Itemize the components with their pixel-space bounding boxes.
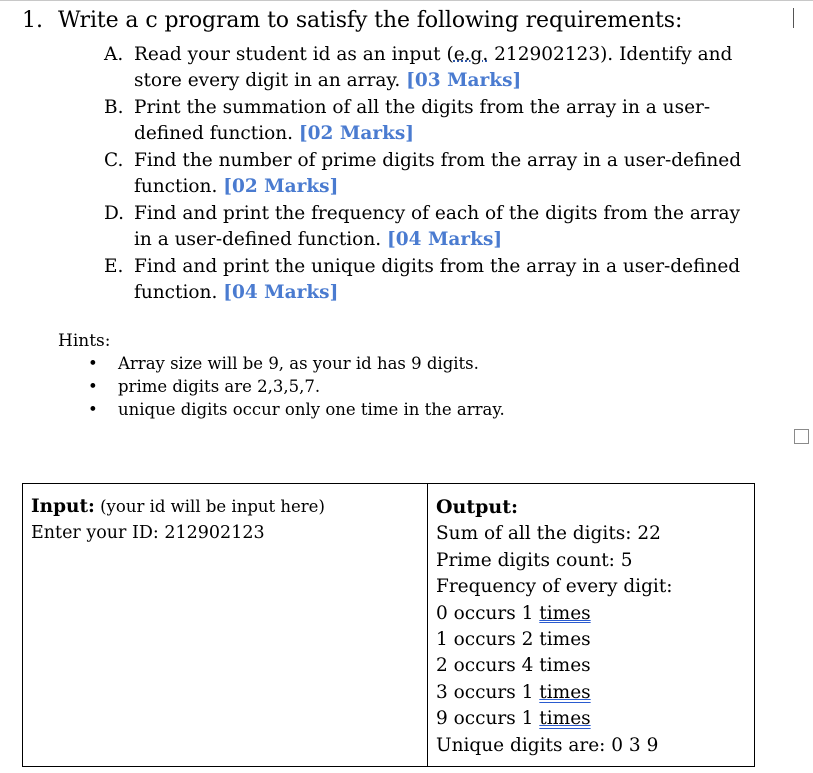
requirement-text: Find and print the unique digits from the array in a user-defined [134,256,741,277]
bullet-icon: • [88,354,98,373]
requirement-letter: E. [104,256,124,277]
unique-line: Unique digits are: 0 3 9 [436,734,659,756]
spelling-flag: times [539,681,591,703]
marks-label: [03 Marks] [406,70,522,91]
hint-text: prime digits are 2,3,5,7. [118,377,321,396]
requirement-letter: A. [104,44,124,65]
bullet-icon: • [88,377,98,396]
output-cell[interactable] [436,494,673,759]
prime-line: Prime digits count: 5 [436,549,633,571]
input-cell[interactable] [31,494,325,546]
requirement-text: function. [134,282,224,303]
marks-label: [04 Marks] [387,229,503,250]
requirement-text: Print the summation of all the digits from the array in a user- [134,97,711,118]
spelling-flag: times [539,708,591,730]
frequency-line: 1 occurs 2 times [436,629,591,651]
requirement-b[interactable] [104,95,794,147]
input-label: Input: [31,496,95,517]
requirement-text: Find the number of prime digits from the array in a user-defined [134,150,742,171]
requirement-text: Find and print the frequency of each of the digits from the array [134,203,741,224]
requirement-text: 212902123). Identify and [488,44,733,65]
hints-title: Hints: [58,331,111,351]
bullet-icon: • [88,400,98,419]
requirement-e[interactable] [104,254,794,306]
page-top-edge [0,0,813,1]
output-label: Output: [436,496,519,518]
input-note: (your id will be input here) [94,497,325,516]
requirement-d[interactable] [104,201,794,253]
frequency-line: 9 occurs 1 [436,708,540,730]
marks-label: [02 Marks] [298,123,415,144]
table-divider [427,484,428,766]
hint-text: Array size will be 9, as your id has 9 digits. [118,354,479,373]
requirement-c[interactable] [104,148,794,200]
frequency-line: 2 occurs 4 times [436,655,591,677]
input-prompt: Enter your ID: 212902123 [31,523,265,543]
frequency-line: 0 occurs 1 [436,602,540,624]
question-title[interactable]: Write a c program to satisfy the following requirements: [58,8,683,33]
sum-line: Sum of all the digits: 22 [436,523,661,545]
question-number: 1. [22,8,43,33]
requirement-letter: C. [104,150,124,171]
io-table [22,483,755,767]
checkbox-icon[interactable] [794,429,809,444]
requirement-text: in a user-defined function. [134,229,387,250]
spelling-flag: times [539,602,591,624]
requirement-text: store every digit in an array. [134,70,407,91]
frequency-title: Frequency of every digit: [436,576,673,598]
hint-text: unique digits occur only one time in the array. [118,400,505,419]
requirement-a[interactable] [104,42,794,94]
requirement-text: function. [134,176,224,197]
eg-abbrev: e.g. [453,44,489,65]
marks-label: [02 Marks] [223,176,339,197]
text-cursor [793,8,794,28]
requirement-text: defined function. [134,123,299,144]
frequency-line: 3 occurs 1 [436,681,540,703]
requirement-letter: D. [104,203,125,224]
requirement-letter: B. [104,97,124,118]
requirement-text: Read your student id as an input ( [134,44,454,65]
marks-label: [04 Marks] [223,282,339,303]
